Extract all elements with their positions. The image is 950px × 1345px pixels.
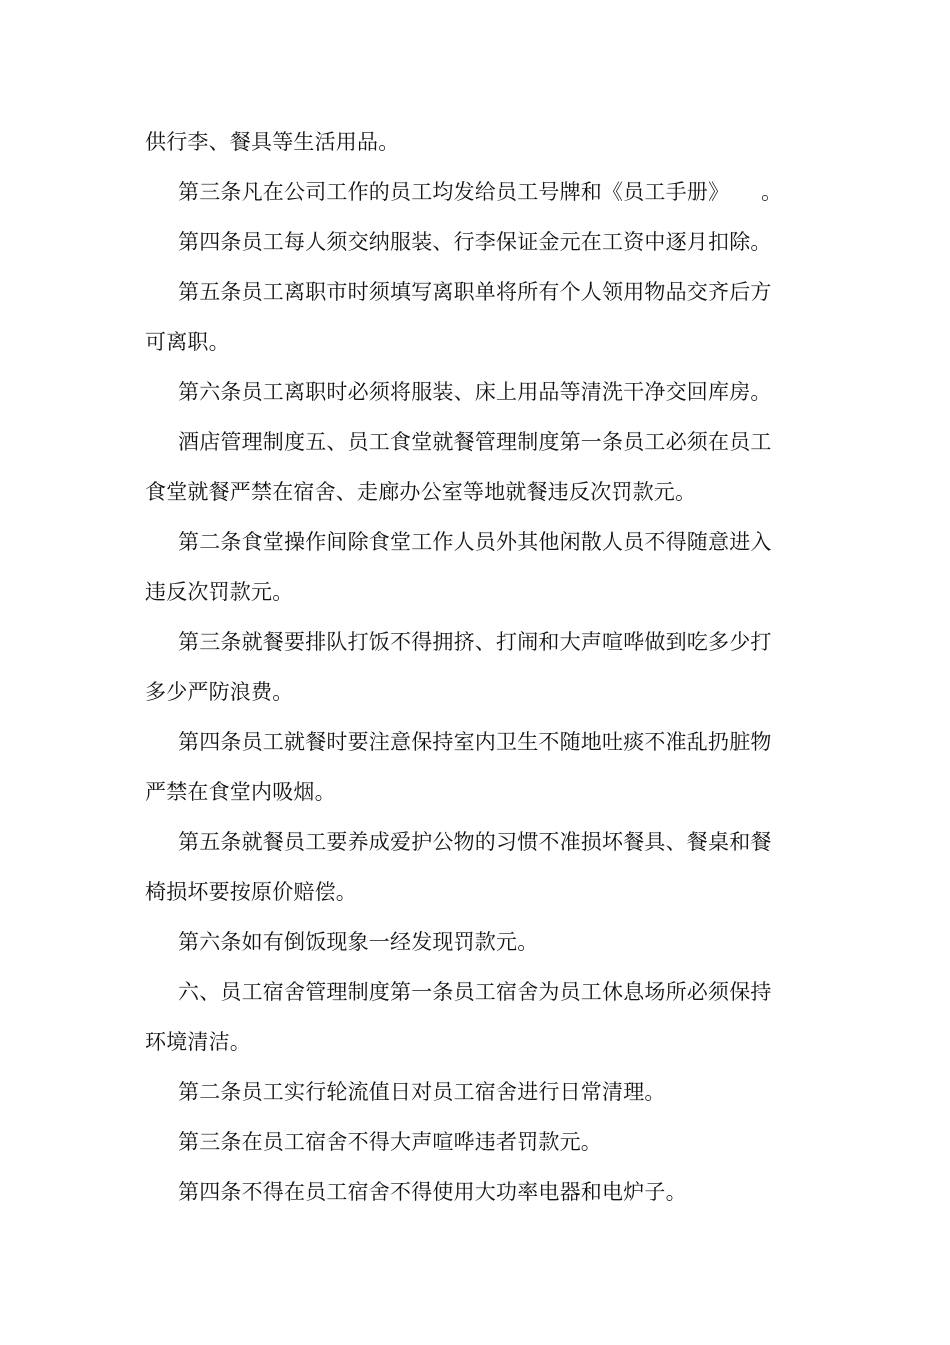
text-line: 第二条员工实行轮流值日对员工宿舍进行日常清理。 — [178, 1080, 666, 1104]
text-line: 环境清洁。 — [145, 1030, 251, 1054]
text-line: 食堂就餐严禁在宿舍、走廊办公室等地就餐违反次罚款元。 — [145, 480, 697, 504]
text-line: 第二条食堂操作间除食堂工作人员外其他闲散人员不得随意进入 — [178, 530, 772, 554]
text-line: 第六条如有倒饭现象一经发现罚款元。 — [178, 930, 539, 954]
text-line: 第四条不得在员工宿舍不得使用大功率电器和电炉子。 — [178, 1180, 687, 1204]
text-line: 酒店管理制度五、员工食堂就餐管理制度第一条员工必须在员工 — [178, 430, 772, 454]
text-line: 椅损坏要按原价赔偿。 — [145, 880, 357, 904]
text-line: 第四条员工每人须交纳服装、行李保证金元在工资中逐月扣除。 — [178, 230, 772, 254]
text-line: 供行李、餐具等生活用品。 — [145, 130, 400, 154]
text-line: 第六条员工离职时必须将服装、床上用品等清洗干净交回库房。 — [178, 380, 772, 404]
document-body — [145, 117, 783, 1217]
text-line: 六、员工宿舍管理制度第一条员工宿舍为员工休息场所必须保持 — [178, 980, 772, 1004]
text-line: 第五条员工离职市时须填写离职单将所有个人领用物品交齐后方 — [178, 280, 772, 304]
text-line: 第三条凡在公司工作的员工均发给员工号牌和《员工手册》 。 — [178, 180, 783, 204]
text-line: 第三条就餐要排队打饭不得拥挤、打闹和大声喧哗做到吃多少打 — [178, 630, 772, 654]
text-line: 违反次罚款元。 — [145, 580, 294, 604]
text-line: 多少严防浪费。 — [145, 680, 294, 704]
text-line: 第四条员工就餐时要注意保持室内卫生不随地吐痰不准乱扔脏物 — [178, 730, 772, 754]
text-line: 第三条在员工宿舍不得大声喧哗违者罚款元。 — [178, 1130, 602, 1154]
text-line: 严禁在食堂内吸烟。 — [145, 780, 336, 804]
text-line: 可离职。 — [145, 330, 230, 354]
text-line: 第五条就餐员工要养成爱护公物的习惯不准损坏餐具、餐桌和餐 — [178, 830, 772, 854]
